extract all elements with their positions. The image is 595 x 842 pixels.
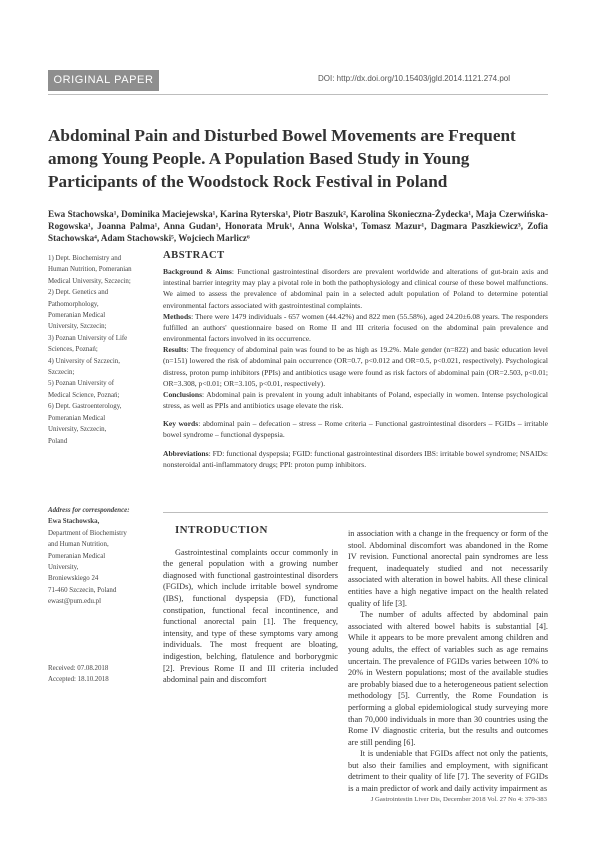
results-label: Results — [163, 345, 187, 355]
abbreviations — [163, 448, 548, 470]
affiliation-line: 1) Dept. Biochemistry and — [48, 255, 122, 262]
correspondence-line: Pomeranian Medical — [48, 552, 106, 560]
conclusions-label: Conclusions — [163, 389, 203, 399]
background-label: Background & Aims — [163, 267, 232, 277]
correspondence-line: University, — [48, 564, 79, 572]
affiliation-line: Sciences, Poznań; — [48, 346, 98, 354]
affiliation-line: Pomeranian Medical — [48, 414, 106, 422]
methods-text: : There were 1479 individuals - 657 women (44.42%) and 822 men (55.58%), aged 24.20±6.08 years. The responders fulfilled an authors' questionnaire based on Rome II and III criteria focused on the abdominal pain prevalence and environmental factors involved in its occurrence. — [163, 311, 548, 344]
article-type-badge: ORIGINAL PAPER — [48, 70, 159, 91]
abstract-section — [163, 250, 548, 470]
abbreviations-text: : FD: functional dyspepsia; FGID: functional gastrointestinal disorders IBS: irritable bowel syndrome; NSAIDs: nonsteroidal anti-inflammatory drugs; PPI: proton pump inhibitors. — [163, 448, 548, 469]
introduction-column-1 — [163, 525, 338, 686]
abbreviations-label: Abbreviations — [163, 448, 209, 458]
header-rule — [48, 94, 548, 95]
doi-link[interactable]: DOI: http://dx.doi.org/10.15403/jgld.2014.1121.274.pol — [318, 74, 510, 83]
section-divider — [163, 512, 548, 513]
author-list: Ewa Stachowska¹, Dominika Maciejewska¹, Karina Ryterska¹, Piotr Baszuk², Karolina Skonieczna-Żydecka¹, Maja Czerwińska-Rogowska¹, Joanna Palma¹, Anna Gudan¹, Honorata Mruk¹, Anna Wolska¹, Tomasz Mazur¹, Dagmara Paszkiewicz³, Zofia Stachowska⁴, Adam Stachowski⁵, Wojciech Marlicz⁶ — [48, 209, 548, 243]
introduction-paragraph: The number of adults affected by abdominal pain associated with altered bowel habits is substantial [4]. While it appears to be more prevalent among children and young adults, the effect of variables such as age remains uncertain. The prevalence of FGIDs varies between 10% to 20% in Western populations; most of the available studies are probably biased due to a heterogeneous patient selection methodology [5]. Currently, the Rome Foundation is performing a global epidemiological study surveying more than 70,000 individuals in more than 30 countries using the Rome IV diagnostic criteria, but the results and outcomes are still pending [6]. — [348, 610, 548, 747]
affiliation-line: 3) Poznan University of Life — [48, 334, 128, 342]
conclusions-text: : Abdominal pain is prevalent in young adult inhabitants of Poland, especially in women. Intense psychological stress, as well as PPIs and antibiotics usage elevate the risk. — [163, 389, 548, 411]
background-text: : Functional gastrointestinal disorders are prevalent worldwide and alterations of gut-brain axis and intestinal barrier integrity may play a pivotal role in both the pathophysiology and clinical course of these bowel malfunctions. We aimed to assess the prevalence of abdominal pain in a selected adult population of Poland to determine potential environmental factors associated with gastrointestinal complaints. — [163, 267, 548, 310]
introduction-paragraph: It is undeniable that FGIDs affect not only the patients, but also their families and employment, with significant detriment to their quality of life [7]. The severity of FGIDs is a main predictor of work and daily activity impairment as — [348, 749, 548, 794]
introduction-column-2 — [348, 528, 548, 795]
affiliation-line: Poland — [48, 437, 68, 445]
affiliation-line: 2) Dept. Genetics and — [48, 289, 109, 297]
affiliation-line: 6) Dept. Gastroenterology, — [48, 403, 122, 411]
correspondence-line: Broniewskiego 24 — [48, 575, 99, 583]
affiliation-line: Human Nutrition, Pomeranian — [48, 266, 132, 274]
affiliation-line: Medical University, Szczecin; — [48, 277, 131, 285]
introduction-heading: INTRODUCTION — [175, 524, 268, 536]
affiliation-line: Medical Science, Poznań; — [48, 391, 120, 399]
affiliation-line: Pathomorphology, — [48, 300, 99, 308]
abstract-conclusions — [163, 389, 548, 411]
affiliations — [48, 253, 160, 447]
abstract-methods — [163, 311, 548, 344]
accepted-date: Accepted: 18.10.2018 — [48, 676, 109, 684]
introduction-paragraph: in association with a change in the frequency or form of the stool. Abdominal discomfort was abandoned in the Rome IV revision. Functional anorectal pain syndromes are less frequent, inadequately studied and not necessarily associated with alteration in bowel habits. All these clinical entities have a high negative impact on the health related quality of life [3]. — [348, 529, 548, 608]
correspondence-block — [48, 505, 160, 608]
journal-footer: J Gastrointestin Liver Dis, December 2018 Vol. 27 No 4: 379-383 — [370, 796, 547, 803]
affiliation-line: Szczecin; — [48, 369, 75, 377]
keywords — [163, 418, 548, 440]
correspondence-line: 71-460 Szczecin, Poland — [48, 586, 117, 594]
article-title: Abdominal Pain and Disturbed Bowel Movements are Frequent among Young People. A Population Based Study in Young Participants of the Woodstock Rock Festival in Poland — [48, 126, 516, 191]
methods-label: Methods — [163, 311, 192, 321]
results-text: : The frequency of abdominal pain was found to be as high as 19.2%. Male gender (n=822) and basic education level (n=151) lowered the risk of abdominal pain occurrence (OR=0.7, p<0.012 and OR=0.5, p<0.021, respectively). Psychological distress, proton pump inhibitors (PPIs) and antibiotics usage were found as risk factors of abdominal pain (OR=2.503, p<0.01; OR=3.308, p<0.01; OR=3.105, p<0.01, respectively). — [163, 345, 548, 388]
abstract-results — [163, 344, 548, 389]
correspondence-line: Department of Biochemistry — [48, 529, 127, 537]
abstract-heading: ABSTRACT — [163, 250, 225, 261]
correspondence-email[interactable]: ewast@pum.edu.pl — [48, 598, 102, 606]
affiliation-line: Pomeranian Medical — [48, 312, 106, 320]
affiliation-line: 4) University of Szczecin, — [48, 357, 120, 365]
correspondence-line: and Human Nutrition, — [48, 541, 109, 549]
correspondence-heading: Address for correspondence: — [48, 507, 130, 514]
keywords-text: : abdominal pain – defecation – stress – Rome criteria – Functional gastrointestinal disorders – FGIDs – irritable bowel syndrome – functional dyspepsia. — [163, 419, 548, 440]
submission-dates — [48, 663, 160, 686]
abstract-background — [163, 266, 548, 311]
keywords-label: Key words — [163, 419, 199, 429]
introduction-paragraph: Gastrointestinal complaints occur commonly in the general population with a growing number diagnosed with functional gastrointestinal disorders (FGIDs), which include irritable bowel syndrome (IBS), functional dyspepsia (FD), functional constipation, functional fecal incontinence, and functional anorectal pain [1]. The frequency, intensity, and type of these symptoms vary among individuals. The most frequent are bloating, indigestion, belching, flatulence and borborygmic [2]. Previous Rome II and III criteria included abdominal pain and discomfort — [163, 547, 338, 685]
affiliation-line: 5) Poznan University of — [48, 380, 115, 388]
received-date: Received: 07.08.2018 — [48, 665, 109, 672]
affiliation-line: University, Szczecin; — [48, 323, 107, 331]
affiliation-line: University, Szczecin, — [48, 426, 107, 434]
correspondence-name: Ewa Stachowska, — [48, 518, 100, 526]
